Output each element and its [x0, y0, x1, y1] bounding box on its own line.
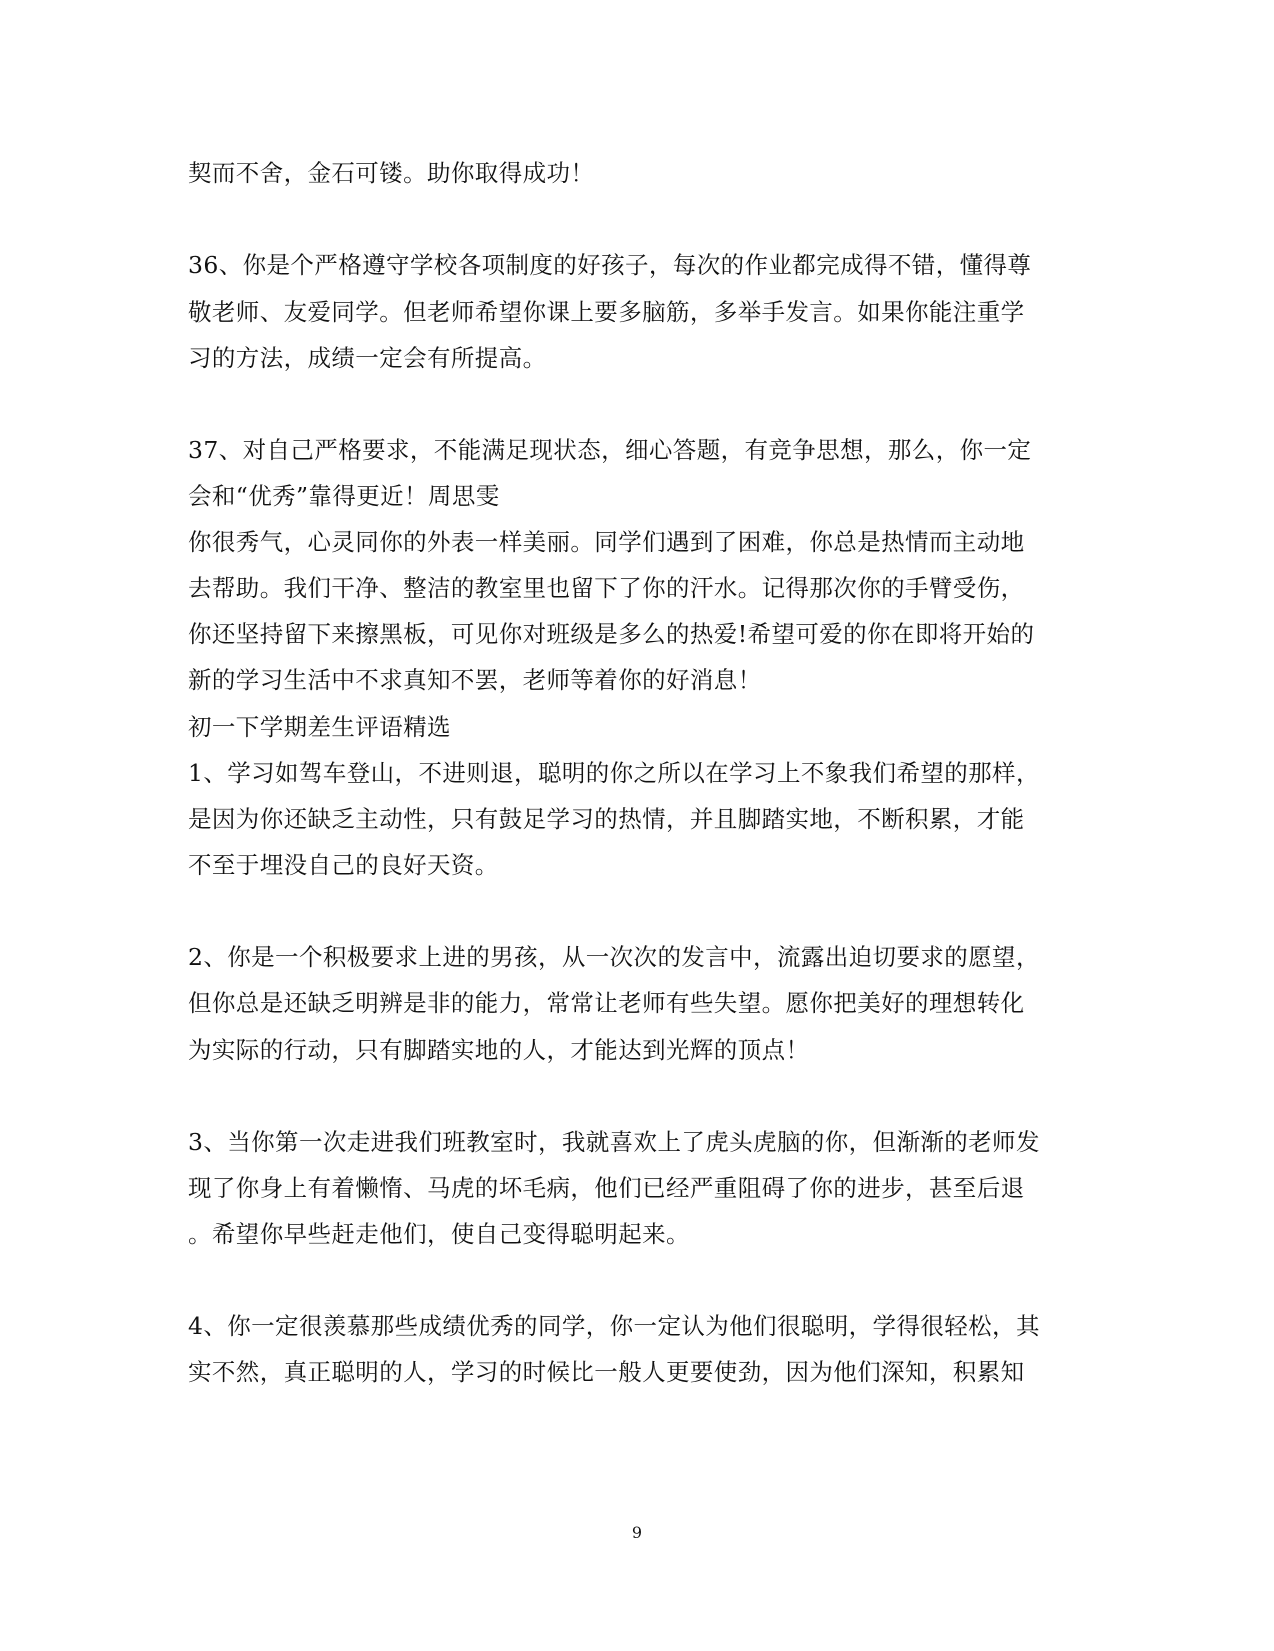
text-line: 你很秀气，心灵同你的外表一样美丽。同学们遇到了困难，你总是热情而主动地 [188, 528, 1025, 556]
text-line: 37、对自己严格要求，不能满足现状态，细心答题，有竞争思想，那么，你一定 [188, 436, 1032, 464]
text-line: 是因为你还缺乏主动性，只有鼓足学习的热情，并且脚踏实地，不断积累，才能 [188, 805, 1025, 833]
text-line: 会和“优秀”靠得更近！周思雯 [188, 482, 500, 510]
text-line: 契而不舍，金石可镂。助你取得成功！ [188, 159, 595, 187]
text-line: 习的方法，成绩一定会有所提高。 [188, 344, 547, 372]
text-line: 实不然，真正聪明的人，学习的时候比一般人更要使劲，因为他们深知，积累知 [188, 1358, 1025, 1386]
text-line: 为实际的行动，只有脚踏实地的人，才能达到光辉的顶点！ [188, 1036, 810, 1064]
text-line: 2、你是一个积极要求上进的男孩，从一次次的发言中，流露出迫切要求的愿望， [188, 943, 1040, 971]
text-line: 1、学习如驾车登山，不进则退，聪明的你之所以在学习上不象我们希望的那样， [188, 759, 1040, 787]
text-line: 4、你一定很羡慕那些成绩优秀的同学，你一定认为他们很聪明，学得很轻松，其 [188, 1312, 1040, 1340]
text-line: 敬老师、友爱同学。但老师希望你课上要多脑筋，多举手发言。如果你能注重学 [188, 298, 1025, 326]
text-line: 新的学习生活中不求真知不罢，老师等着你的好消息！ [188, 666, 762, 694]
text-line: 不至于埋没自己的良好天资。 [188, 851, 499, 879]
text-line: 3、当你第一次走进我们班教室时，我就喜欢上了虎头虎脑的你，但渐渐的老师发 [188, 1128, 1040, 1156]
page-number: 9 [631, 1523, 643, 1542]
text-line: 。希望你早些赶走他们，使自己变得聪明起来。 [188, 1220, 690, 1248]
text-line: 去帮助。我们干净、整洁的教室里也留下了你的汗水。记得那次你的手臂受伤， [188, 574, 1025, 602]
text-line: 你还坚持留下来擦黑板，可见你对班级是多么的热爱!希望可爱的你在即将开始的 [188, 620, 1035, 648]
text-line: 但你总是还缺乏明辨是非的能力，常常让老师有些失望。愿你把美好的理想转化 [188, 989, 1025, 1017]
text-line: 现了你身上有着懒惰、马虎的坏毛病，他们已经严重阻碍了你的进步，甚至后退 [188, 1174, 1025, 1202]
section-heading: 初一下学期差生评语精选 [188, 713, 451, 741]
text-line: 36、你是个严格遵守学校各项制度的好孩子，每次的作业都完成得不错，懂得尊 [188, 251, 1032, 279]
